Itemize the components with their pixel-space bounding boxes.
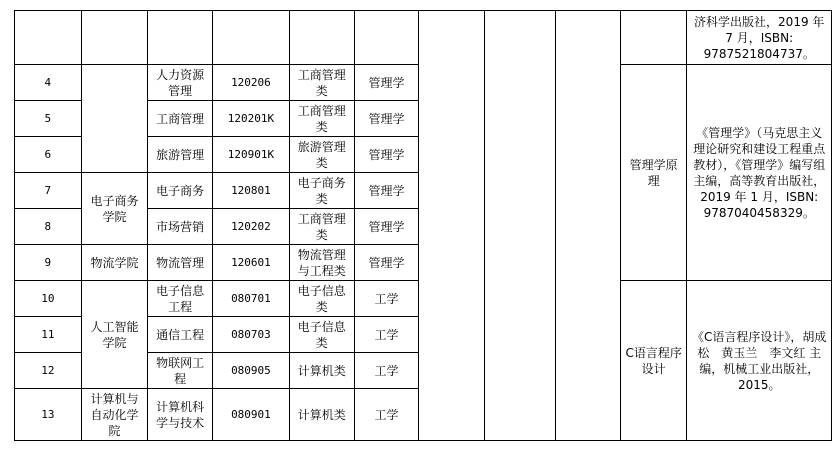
cell-category: 电子信息类 xyxy=(289,281,354,317)
cell-category: 工商管理类 xyxy=(289,101,354,137)
cell-discipline: 工学 xyxy=(354,389,419,441)
cell-college: 人工智能学院 xyxy=(81,281,148,389)
cell-discipline: 管理学 xyxy=(354,65,419,101)
cell-discipline: 工学 xyxy=(354,317,419,353)
cell-category: 旅游管理类 xyxy=(289,137,354,173)
cell-category: 计算机类 xyxy=(289,353,354,389)
cell-category: 物流管理与工程类 xyxy=(289,245,354,281)
cell-code: 080905 xyxy=(213,353,290,389)
cell-major: 人力资源管理 xyxy=(148,65,213,101)
cell-code: 120601 xyxy=(213,245,290,281)
cell-code: 080901 xyxy=(213,389,290,441)
cell-category: 电子商务类 xyxy=(289,173,354,209)
cell-major: 计算机科学与技术 xyxy=(148,389,213,441)
cell-no: 4 xyxy=(15,65,82,101)
cell-textbook-continued xyxy=(687,11,832,65)
cell-code: 120201K xyxy=(213,101,290,137)
cell-category: 电子信息类 xyxy=(289,317,354,353)
cell-college xyxy=(81,11,148,65)
cell-category: 工商管理类 xyxy=(289,65,354,101)
cell-no: 10 xyxy=(15,281,82,317)
cell-code: 120801 xyxy=(213,173,290,209)
majors-table xyxy=(14,10,832,441)
cell-no: 7 xyxy=(15,173,82,209)
table-row xyxy=(15,11,832,65)
cell-major: 电子商务 xyxy=(148,173,213,209)
cell-college: 计算机与自动化学院 xyxy=(81,389,148,441)
cell-course: 管理学原理 xyxy=(620,65,687,281)
cell-discipline: 管理学 xyxy=(354,173,419,209)
cell-code: 120901K xyxy=(213,137,290,173)
cell-major: 物流管理 xyxy=(148,245,213,281)
cell-textbook xyxy=(687,65,832,281)
cell-discipline xyxy=(354,11,419,65)
textbook-text: 《C语言程序设计》，胡成松 黄玉兰 李文红 主编，机械工业出版社，2015。 xyxy=(692,329,827,392)
cell-code: 120206 xyxy=(213,65,290,101)
cell-course: C语言程序设计 xyxy=(620,281,687,441)
cell-no xyxy=(15,11,82,65)
cell-code: 080701 xyxy=(213,281,290,317)
cell-major: 电子信息工程 xyxy=(148,281,213,317)
cell-major: 市场营销 xyxy=(148,209,213,245)
cell-no: 6 xyxy=(15,137,82,173)
cell-empty-c xyxy=(555,11,620,441)
cell-category: 计算机类 xyxy=(289,389,354,441)
cell-no: 9 xyxy=(15,245,82,281)
cell-no: 11 xyxy=(15,317,82,353)
cell-category xyxy=(289,11,354,65)
cell-major: 通信工程 xyxy=(148,317,213,353)
cell-college: 电子商务学院 xyxy=(81,173,148,245)
cell-code: 080703 xyxy=(213,317,290,353)
cell-major: 工商管理 xyxy=(148,101,213,137)
cell-discipline: 管理学 xyxy=(354,245,419,281)
cell-discipline: 管理学 xyxy=(354,101,419,137)
cell-discipline: 管理学 xyxy=(354,137,419,173)
cell-no: 13 xyxy=(15,389,82,441)
cell-major: 物联网工程 xyxy=(148,353,213,389)
cell-no: 8 xyxy=(15,209,82,245)
cell-no: 5 xyxy=(15,101,82,137)
cell-major: 旅游管理 xyxy=(148,137,213,173)
textbook-text: 济科学出版社，2019 年 7 月，ISBN: 9787521804737。 xyxy=(694,14,825,61)
cell-code xyxy=(213,11,290,65)
cell-textbook xyxy=(687,281,832,441)
cell-empty-a xyxy=(419,11,484,441)
cell-discipline: 工学 xyxy=(354,353,419,389)
cell-category: 工商管理类 xyxy=(289,209,354,245)
cell-discipline: 工学 xyxy=(354,281,419,317)
cell-course xyxy=(620,11,687,65)
cell-college xyxy=(81,65,148,173)
cell-discipline: 管理学 xyxy=(354,209,419,245)
cell-empty-b xyxy=(484,11,555,441)
cell-code: 120202 xyxy=(213,209,290,245)
cell-major xyxy=(148,11,213,65)
textbook-text: 《管理学》（马克思主义理论研究和建设工程重点教材），《管理学》编写组 主编，高等教育出版社，2019 年 1 月，ISBN: 9787040458329。 xyxy=(693,125,826,220)
cell-college: 物流学院 xyxy=(81,245,148,281)
cell-no: 12 xyxy=(15,353,82,389)
